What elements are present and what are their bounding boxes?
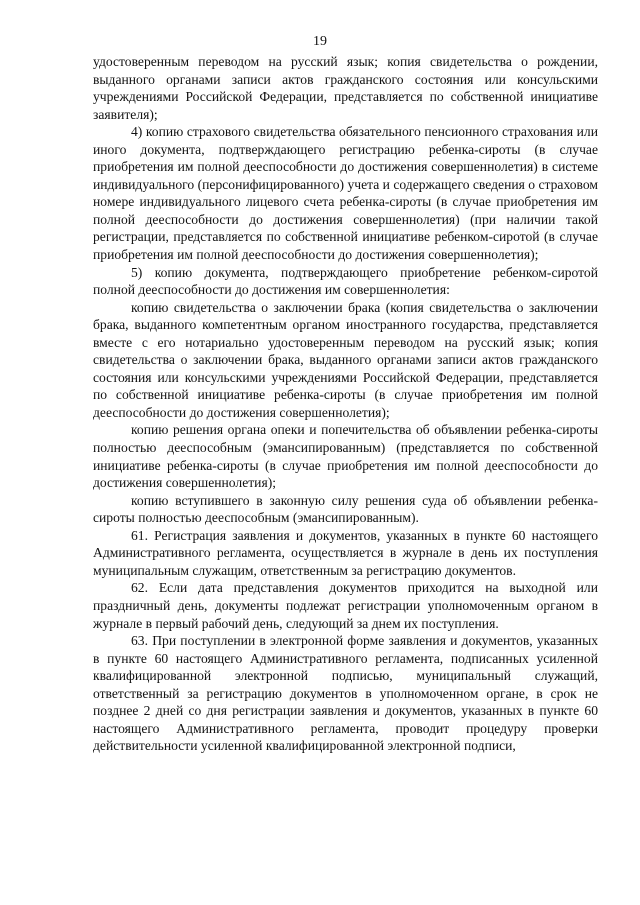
paragraph-61: 61. Регистрация заявления и документов, указанных в пункте 60 настоящего Административного регламента, осуществляется в журнале в день их поступления муниципальным служащим, ответственным за регистрацию документов. <box>93 527 598 578</box>
paragraph-item-4: 4) копию страхового свидетельства обязательного пенсионного страхования или иного документа, подтверждающего регистрацию ребенка-сироты (в случае приобретения им полной дееспособности до достижения совершеннолетия) в системе индивидуального (персонифицированного) учета и содержащего сведения о страховом номере индивидуального лицевого счета ребенка-сироты (в случае приобретения им полной дееспособности до достижения совершеннолетия) (при наличии такой регистрации, представляется по собственной инициативе ребенком-сиротой (в случае приобретения им полной дееспособности до достижения совершеннолетия); <box>93 124 598 263</box>
page-number: 19 <box>313 34 327 49</box>
paragraph-62: 62. Если дата представления документов приходится на выходной или праздничный день, документы подлежат регистрации уполномоченным органом в журнале в первый рабочий день, следующий за днем их поступления. <box>93 580 598 631</box>
paragraph-63: 63. При поступлении в электронной форме заявления и документов, указанных в пункте 60 настоящего Административного регламента, подписанных усиленной квалифицированной электронной подписью, муниципальный служащий, ответственный за регистрацию документов в уполномоченном органе, в срок не позднее 2 дней со дня регистрации заявления и документов, указанных в пункте 60 настоящего Административного регламента, проводит процедуру проверки действительности усиленной квалифицированной электронной подписи, <box>93 633 598 754</box>
document-body <box>93 53 598 755</box>
paragraph-marriage-certificate: копию свидетельства о заключении брака (копия свидетельства о заключении брака, выданного компетентным органом иностранного государства, представляется вместе с его нотариально удостоверенным переводом на русский язык; копия свидетельства о заключении брака, выданного органами записи актов гражданского состояния или консульскими учреждениями Российской Федерации, представляется по собственной инициативе ребенка-сироты (в случае приобретения им полной дееспособности до достижения совершеннолетия); <box>93 299 598 420</box>
paragraph-item-5: 5) копию документа, подтверждающего приобретение ребенком-сиротой полной дееспособности до достижения им совершеннолетия: <box>93 264 598 298</box>
paragraph-continuation: удостоверенным переводом на русский язык; копия свидетельства о рождении, выданного органами записи актов гражданского состояния или консульскими учреждениями Российской Федерации, представляется по собственной инициативе заявителя); <box>93 54 598 122</box>
paragraph-guardianship-decision: копию решения органа опеки и попечительства об объявлении ребенка-сироты полностью дееспособным (эмансипированным) (представляется по собственной инициативе ребенка-сироты (в случае приобретения им полной дееспособности до достижения совершеннолетия); <box>93 422 598 491</box>
paragraph-court-decision: копию вступившего в законную силу решения суда об объявлении ребенка-сироты полностью дееспособным (эмансипированным). <box>93 492 598 526</box>
